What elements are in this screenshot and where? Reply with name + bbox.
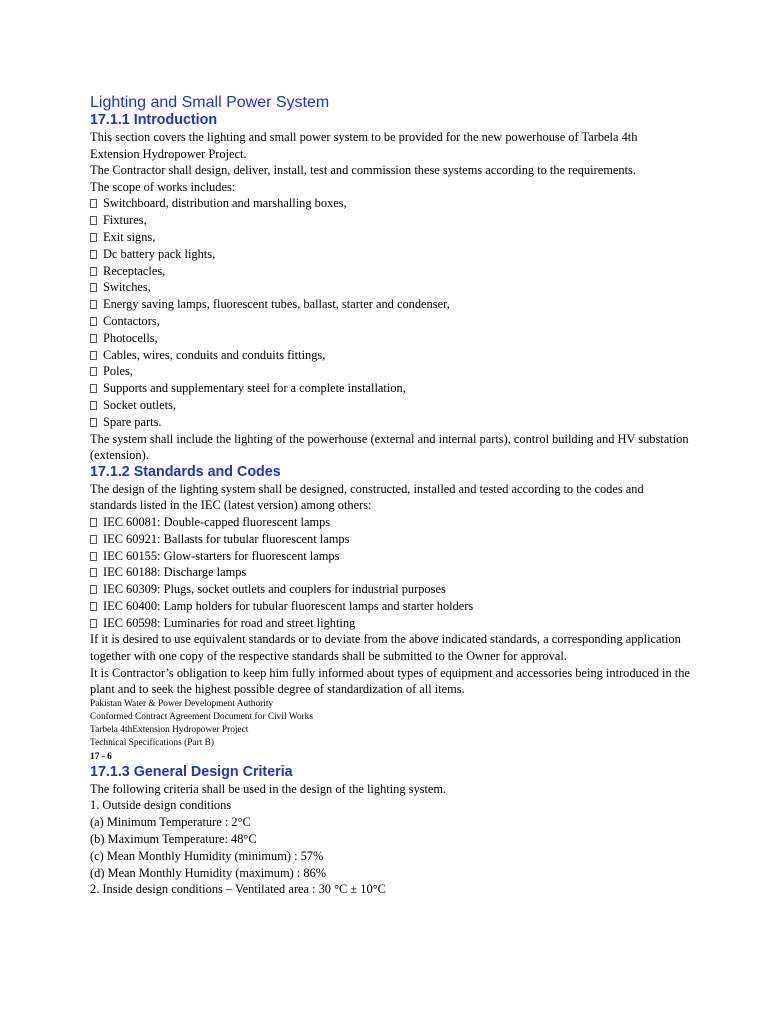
box-bullet-icon [90, 418, 97, 427]
list-item: Socket outlets, [90, 397, 690, 414]
criteria-line: (a) Minimum Temperature : 2°C [90, 815, 251, 830]
box-bullet-icon [90, 250, 97, 259]
page-number: 17 - 6 [90, 751, 112, 762]
box-bullet-icon [90, 518, 97, 527]
list-item: IEC 60188: Discharge lamps [90, 564, 690, 581]
box-bullet-icon [90, 283, 97, 292]
criteria-line: 2. Inside design conditions – Ventilated area : 30 °C ± 10°C [90, 882, 386, 897]
box-bullet-icon [90, 602, 97, 611]
scope-list [90, 195, 690, 430]
section-title: Lighting and Small Power System [90, 94, 330, 111]
list-item: Switches, [90, 279, 690, 296]
box-bullet-icon [90, 334, 97, 343]
footer-line-project: Tarbela 4thExtension Hydropower Project [90, 725, 249, 736]
document-page [90, 94, 690, 898]
criteria-line: (c) Mean Monthly Humidity (minimum) : 57% [90, 848, 324, 863]
intro-paragraph-2: The Contractor shall design, deliver, install, test and commission these systems according to the requirements. [90, 163, 636, 178]
page-footer [90, 698, 690, 764]
footer-line-authority: Pakistan Water & Power Development Authority [90, 698, 274, 709]
list-item: Poles, [90, 363, 690, 380]
list-item: Energy saving lamps, fluorescent tubes, ballast, starter and condenser, [90, 296, 690, 313]
list-item: IEC 60309: Plugs, socket outlets and couplers for industrial purposes [90, 581, 690, 598]
box-bullet-icon [90, 300, 97, 309]
list-item: Switchboard, distribution and marshalling boxes, [90, 195, 690, 212]
box-bullet-icon [90, 384, 97, 393]
list-item: Cables, wires, conduits and conduits fittings, [90, 347, 690, 364]
intro-closing-paragraph: The system shall include the lighting of the powerhouse (external and internal parts), control building and HV substation (extension). [90, 431, 689, 463]
list-item: Photocells, [90, 330, 690, 347]
intro-paragraph-3: The scope of works includes: [90, 179, 236, 194]
box-bullet-icon [90, 267, 97, 276]
list-item: IEC 60921: Ballasts for tubular fluorescent lamps [90, 531, 690, 548]
list-item: Dc battery pack lights, [90, 246, 690, 263]
list-item: Receptacles, [90, 263, 690, 280]
footer-line-specifications: Technical Specifications (Part B) [90, 738, 215, 749]
list-item: IEC 60081: Double-capped fluorescent lamps [90, 514, 690, 531]
list-item: Spare parts. [90, 414, 690, 431]
box-bullet-icon [90, 401, 97, 410]
list-item: Fixtures, [90, 212, 690, 229]
box-bullet-icon [90, 568, 97, 577]
list-item: Exit signs, [90, 229, 690, 246]
criteria-intro-paragraph: The following criteria shall be used in the design of the lighting system. [90, 781, 447, 796]
box-bullet-icon [90, 585, 97, 594]
heading-standards: 17.1.2 Standards and Codes [90, 463, 281, 480]
criteria-line: (b) Maximum Temperature: 48°C [90, 832, 257, 847]
standards-intro-paragraph: The design of the lighting system shall be designed, constructed, installed and tested according to the codes and standards listed in the IEC (latest version) among others: [90, 481, 644, 513]
standards-paragraph-2: It is Contractor’s obligation to keep him fully informed about types of equipment and accessories being introduced in the plant and to seek the highest possible degree of standardization of all items. [90, 665, 690, 697]
box-bullet-icon [90, 199, 97, 208]
list-item: Contactors, [90, 313, 690, 330]
box-bullet-icon [90, 216, 97, 225]
heading-introduction: 17.1.1 Introduction [90, 112, 218, 128]
box-bullet-icon [90, 367, 97, 376]
list-item: Supports and supplementary steel for a complete installation, [90, 380, 690, 397]
list-item: IEC 60598: Luminaries for road and street lighting [90, 615, 690, 632]
box-bullet-icon [90, 619, 97, 628]
list-item: IEC 60155: Glow-starters for fluorescent lamps [90, 548, 690, 565]
box-bullet-icon [90, 351, 97, 360]
standards-paragraph-1: If it is desired to use equivalent standards or to deviate from the above indicated standards, a corresponding application together with one copy of the respective standards shall be submitted to the Owner for approval. [90, 632, 681, 664]
standards-list [90, 514, 690, 632]
footer-line-contract: Conformed Contract Agreement Document for Civil Works [90, 712, 313, 723]
box-bullet-icon [90, 233, 97, 242]
list-item: IEC 60400: Lamp holders for tubular fluorescent lamps and starter holders [90, 598, 690, 615]
box-bullet-icon [90, 317, 97, 326]
box-bullet-icon [90, 552, 97, 561]
intro-paragraph-1: This section covers the lighting and small power system to be provided for the new powerhouse of Tarbela 4th Extension Hydropower Project. [90, 130, 638, 161]
heading-design-criteria: 17.1.3 General Design Criteria [90, 763, 293, 780]
criteria-line: 1. Outside design conditions [90, 798, 232, 813]
criteria-line: (d) Mean Monthly Humidity (maximum) : 86% [90, 865, 327, 880]
box-bullet-icon [90, 535, 97, 544]
